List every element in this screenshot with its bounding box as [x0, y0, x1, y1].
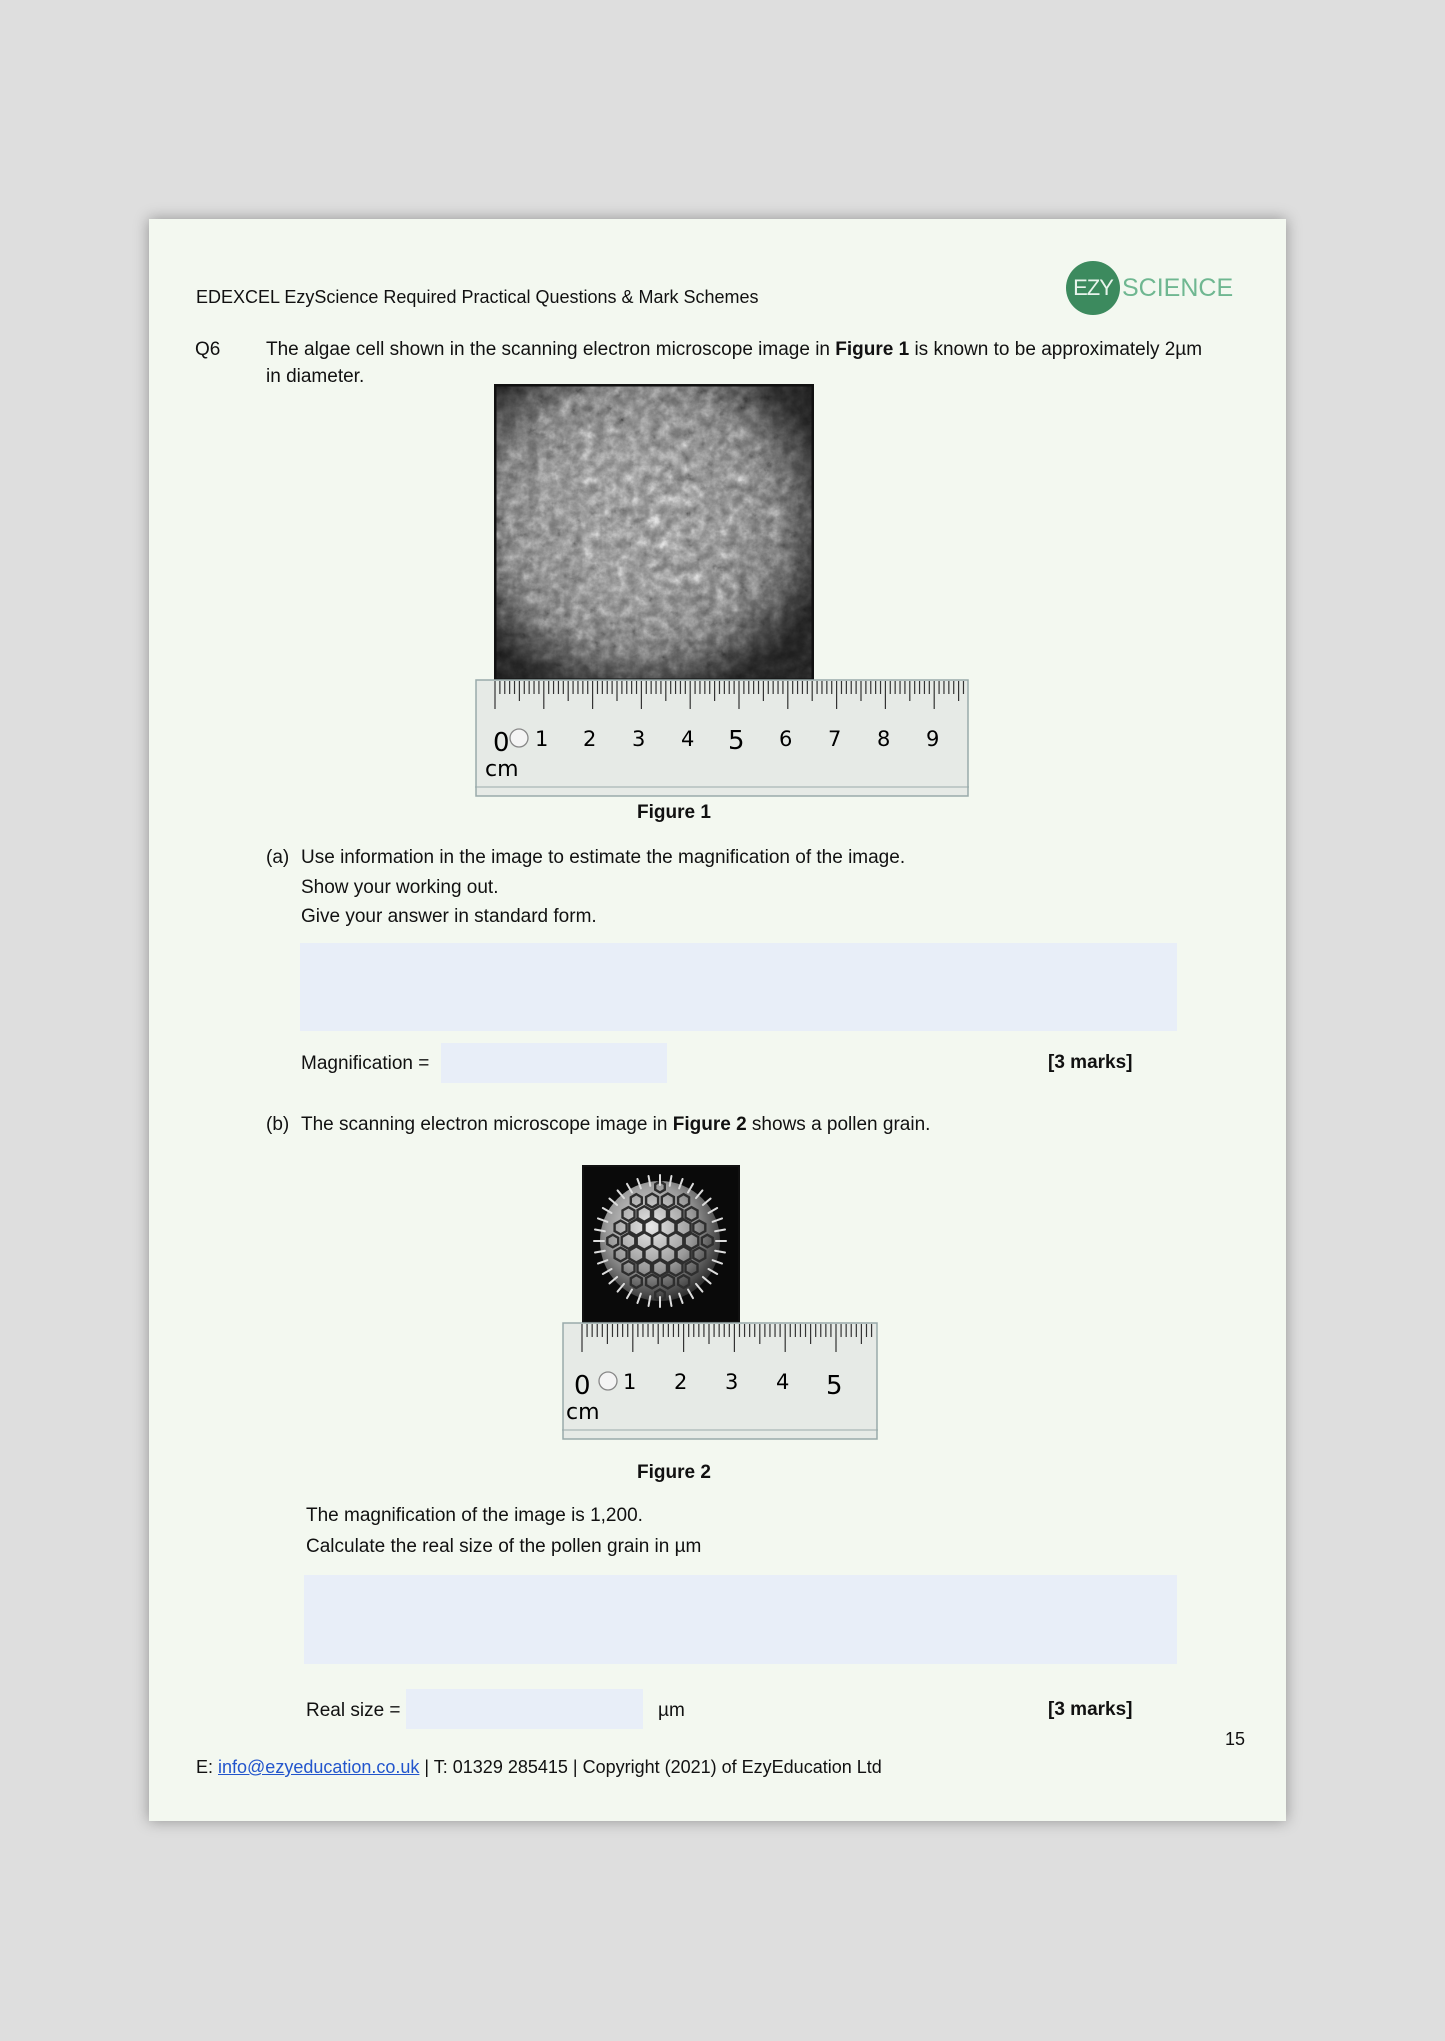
ruler-number: 1	[535, 727, 549, 751]
email-link[interactable]: info@ezyeducation.co.uk	[218, 1757, 420, 1777]
part-a-line3: Give your answer in standard form.	[301, 906, 597, 927]
ruler-number: 7	[828, 727, 842, 751]
part-b-line2: Calculate the real size of the pollen grain in µm	[306, 1536, 702, 1557]
question-intro: The algae cell shown in the scanning electron microscope image in Figure 1 is known to be approximately 2µm	[266, 339, 1203, 360]
logo-word: SCIENCE	[1122, 274, 1234, 302]
real-size-unit: µm	[658, 1700, 685, 1721]
ruler-number: 5	[728, 726, 745, 756]
magnification-label: Magnification =	[301, 1053, 430, 1074]
part-a-line2: Show your working out.	[301, 877, 499, 898]
question-number: Q6	[195, 339, 221, 360]
part-a-marks: [3 marks]	[1048, 1052, 1133, 1073]
ruler-number: 3	[725, 1370, 739, 1394]
document-page	[149, 219, 1286, 1821]
part-b-line1: The magnification of the image is 1,200.	[306, 1505, 643, 1526]
question-intro-line2: in diameter.	[266, 366, 365, 387]
ruler-unit: cm	[566, 1400, 600, 1425]
part-b-working-box[interactable]	[304, 1575, 1177, 1664]
real-size-label: Real size =	[306, 1700, 401, 1721]
part-a-working-box[interactable]	[300, 943, 1177, 1031]
figure1-ruler	[475, 679, 969, 799]
real-size-answer-field[interactable]	[406, 1689, 643, 1729]
figure1-caption: Figure 1	[637, 802, 711, 823]
ruler-number: 9	[926, 727, 940, 751]
ruler-number: 0	[493, 728, 510, 758]
part-a-label: (a)	[266, 847, 290, 868]
magnification-answer-field[interactable]	[441, 1043, 667, 1083]
ruler-number: 2	[583, 727, 597, 751]
ruler-number: 4	[681, 727, 695, 751]
ezyscience-logo	[1066, 261, 1246, 317]
ruler-number: 6	[779, 727, 793, 751]
ruler-unit: cm	[485, 757, 519, 782]
figure2-ruler	[562, 1322, 878, 1442]
page-number: 15	[1225, 1729, 1246, 1749]
ruler-number: 8	[877, 727, 891, 751]
part-a-line1: Use information in the image to estimate the magnification of the image.	[301, 847, 906, 868]
figure1-image	[494, 384, 814, 681]
figure2-caption: Figure 2	[637, 1462, 711, 1483]
part-b-label: (b)	[266, 1114, 290, 1135]
ruler-number: 1	[623, 1370, 637, 1394]
ruler-number: 5	[826, 1371, 843, 1401]
part-b-intro: The scanning electron microscope image in Figure 2 shows a pollen grain.	[301, 1114, 931, 1135]
part-b-marks: [3 marks]	[1048, 1699, 1133, 1720]
ruler-number: 2	[674, 1370, 688, 1394]
footer: E: info@ezyeducation.co.uk | T: 01329 285415 | Copyright (2021) of EzyEducation Ltd	[196, 1757, 882, 1777]
header-title: EDEXCEL EzyScience Required Practical Questions & Mark Schemes	[196, 287, 759, 307]
ruler-number: 3	[632, 727, 646, 751]
figure2-image	[582, 1165, 740, 1323]
ruler-number: 0	[574, 1371, 591, 1401]
logo-circle: EZY	[1066, 261, 1120, 315]
ruler-number: 4	[776, 1370, 790, 1394]
